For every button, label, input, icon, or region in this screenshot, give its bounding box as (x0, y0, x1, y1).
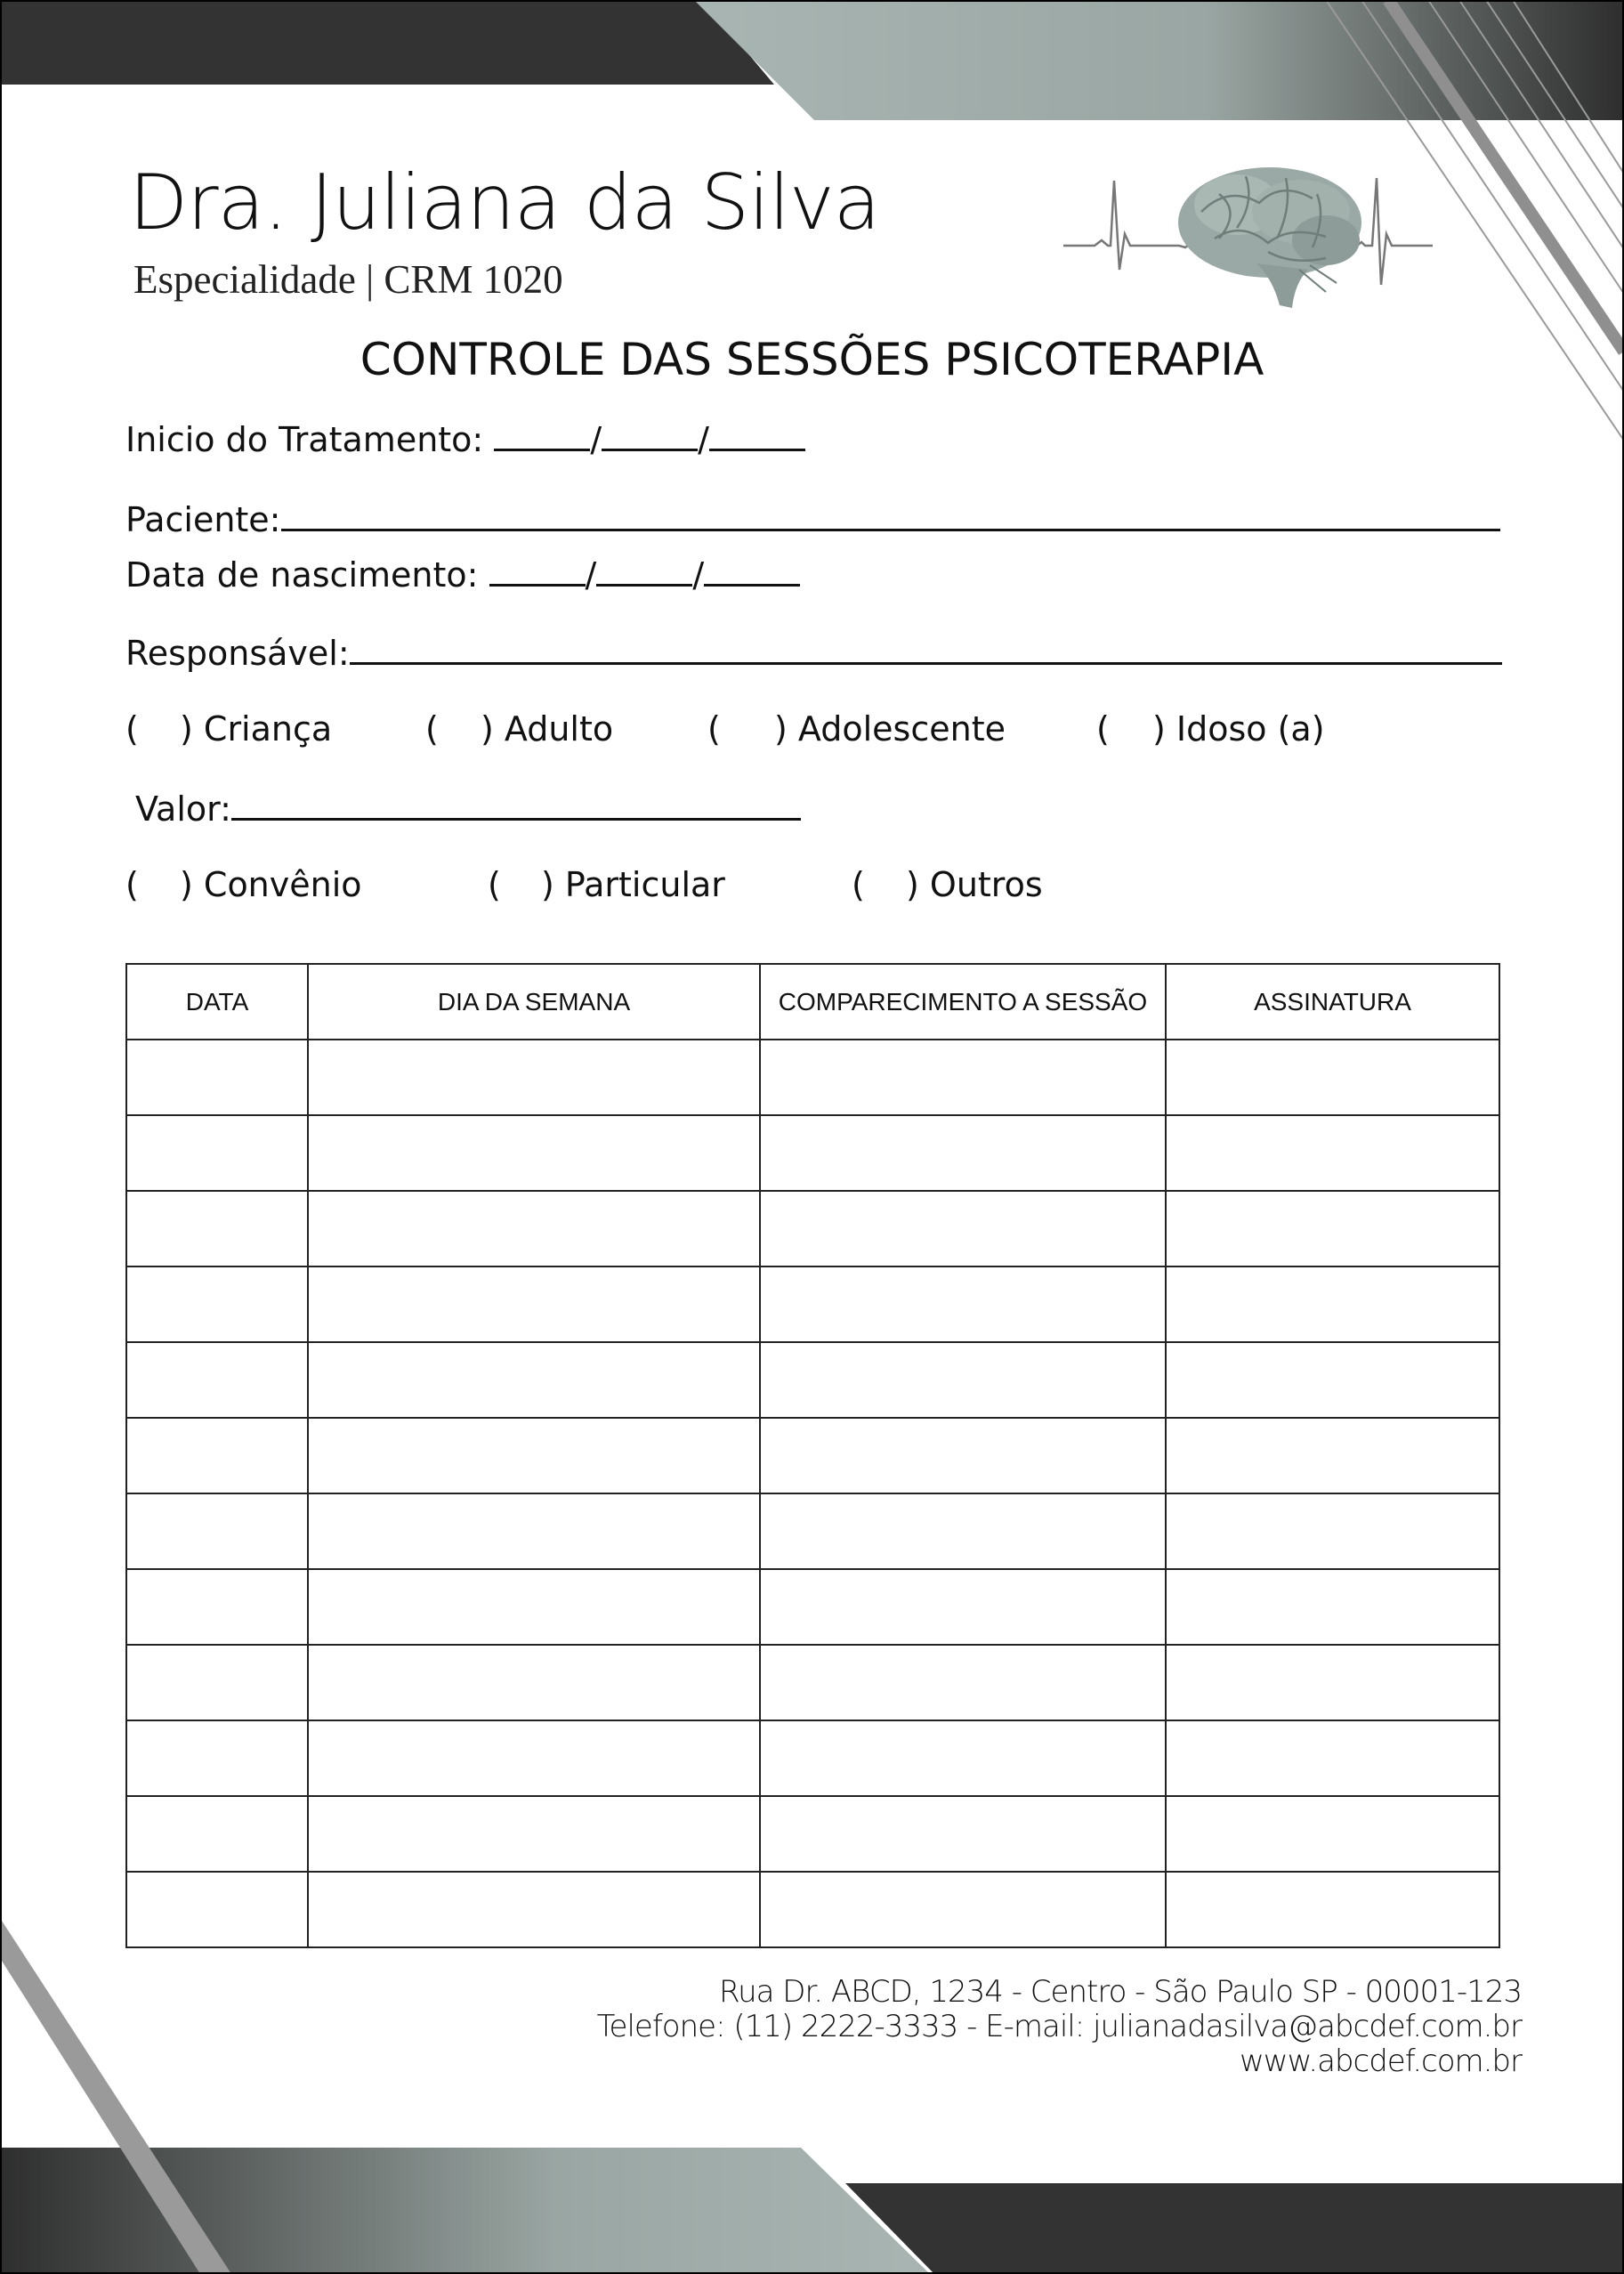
paren-open: ( (125, 709, 139, 749)
responsavel-line[interactable] (350, 632, 1502, 665)
inicio-month-line[interactable] (602, 418, 698, 451)
cell-data[interactable] (126, 1569, 308, 1645)
table-row (126, 1720, 1499, 1796)
top-gradient-band (694, 0, 1624, 120)
cell-comparecimento[interactable] (760, 1872, 1166, 1947)
cell-assinatura[interactable] (1166, 1796, 1499, 1872)
cell-comparecimento[interactable] (760, 1569, 1166, 1645)
cell-assinatura[interactable] (1166, 1115, 1499, 1191)
brain-heartbeat-logo (1059, 158, 1437, 314)
cell-dia-semana[interactable] (308, 1266, 760, 1342)
nascimento-label: Data de nascimento: (125, 555, 479, 595)
table-row (126, 1569, 1499, 1645)
cell-dia-semana[interactable] (308, 1493, 760, 1569)
cell-dia-semana[interactable] (308, 1418, 760, 1493)
footer-address: Rua Dr. ABCD, 1234 - Centro - São Paulo SP - 00001-123 (718, 1974, 1522, 2010)
doctor-name: Dra. Juliana da Silva (129, 158, 880, 247)
cell-dia-semana[interactable] (308, 1342, 760, 1418)
cell-comparecimento[interactable] (760, 1040, 1166, 1115)
cell-data[interactable] (126, 1872, 308, 1947)
table-row (126, 1342, 1499, 1418)
nascimento-month-line[interactable] (596, 554, 692, 587)
cell-assinatura[interactable] (1166, 1040, 1499, 1115)
paciente-label: Paciente: (125, 500, 281, 539)
cell-dia-semana[interactable] (308, 1720, 760, 1796)
cell-data[interactable] (126, 1266, 308, 1342)
cell-comparecimento[interactable] (760, 1342, 1166, 1418)
table-row (126, 1493, 1499, 1569)
date-separator: / (698, 420, 709, 459)
cell-assinatura[interactable] (1166, 1645, 1499, 1720)
cell-assinatura[interactable] (1166, 1493, 1499, 1569)
cell-dia-semana[interactable] (308, 1191, 760, 1266)
responsavel-label: Responsável: (125, 634, 350, 673)
cell-comparecimento[interactable] (760, 1266, 1166, 1342)
doctor-specialty: Especialidade | CRM 1020 (133, 257, 563, 302)
date-separator: / (692, 555, 705, 595)
cell-assinatura[interactable] (1166, 1720, 1499, 1796)
cell-data[interactable] (126, 1342, 308, 1418)
cell-data[interactable] (126, 1645, 308, 1720)
cell-data[interactable] (126, 1796, 308, 1872)
col-header-assinatura: ASSINATURA (1166, 964, 1499, 1040)
inicio-field (125, 418, 805, 459)
paren-open: ( (852, 865, 865, 904)
paren-open: ( (488, 865, 501, 904)
responsavel-field (125, 632, 1502, 673)
cell-assinatura[interactable] (1166, 1872, 1499, 1947)
cell-data[interactable] (126, 1418, 308, 1493)
paciente-line[interactable] (281, 498, 1500, 531)
cell-comparecimento[interactable] (760, 1493, 1166, 1569)
cell-data[interactable] (126, 1040, 308, 1115)
table-row (126, 1191, 1499, 1266)
brain-icon (1178, 167, 1361, 308)
cell-comparecimento[interactable] (760, 1115, 1166, 1191)
table-row (126, 1115, 1499, 1191)
table-header-row (126, 964, 1499, 1040)
table-row (126, 1645, 1499, 1720)
option-convenio[interactable]: ) Convênio (180, 865, 362, 904)
inicio-day-line[interactable] (494, 418, 590, 451)
nascimento-day-line[interactable] (489, 554, 586, 587)
table-row (126, 1418, 1499, 1493)
inicio-year-line[interactable] (709, 418, 805, 451)
option-particular[interactable]: ) Particular (541, 865, 725, 904)
paren-open: ( (707, 709, 721, 749)
sessions-table (125, 963, 1500, 1948)
cell-data[interactable] (126, 1493, 308, 1569)
inicio-label: Inicio do Tratamento: (125, 420, 484, 459)
nascimento-field (125, 554, 800, 595)
bottom-dark-band (845, 2183, 1624, 2274)
option-idoso[interactable]: ) Idoso (a) (1152, 709, 1325, 749)
cell-comparecimento[interactable] (760, 1191, 1166, 1266)
cell-data[interactable] (126, 1115, 308, 1191)
option-crianca[interactable]: ) Criança (180, 709, 333, 749)
table-body (126, 1040, 1499, 1947)
cell-assinatura[interactable] (1166, 1342, 1499, 1418)
date-separator: / (590, 420, 602, 459)
table-row (126, 1796, 1499, 1872)
paren-open: ( (425, 709, 439, 749)
table-row (126, 1872, 1499, 1947)
cell-comparecimento[interactable] (760, 1645, 1166, 1720)
option-adulto[interactable]: ) Adulto (481, 709, 614, 749)
col-header-data: DATA (126, 964, 308, 1040)
table-row (126, 1040, 1499, 1115)
cell-assinatura[interactable] (1166, 1418, 1499, 1493)
cell-assinatura[interactable] (1166, 1191, 1499, 1266)
date-separator: / (585, 555, 597, 595)
cell-data[interactable] (126, 1720, 308, 1796)
nascimento-year-line[interactable] (704, 554, 800, 587)
col-header-dia-semana: DIA DA SEMANA (308, 964, 760, 1040)
cell-assinatura[interactable] (1166, 1266, 1499, 1342)
cell-dia-semana[interactable] (308, 1796, 760, 1872)
paciente-field (125, 498, 1500, 539)
cell-assinatura[interactable] (1166, 1569, 1499, 1645)
valor-label: Valor: (135, 789, 231, 829)
footer-website[interactable]: www.abcdef.com.br (1239, 2043, 1522, 2079)
cell-dia-semana[interactable] (308, 1040, 760, 1115)
cell-dia-semana[interactable] (308, 1872, 760, 1947)
option-adolescente[interactable]: ) Adolescente (774, 709, 1006, 749)
paren-open: ( (125, 865, 139, 904)
top-dark-band (0, 0, 774, 85)
cell-comparecimento[interactable] (760, 1418, 1166, 1493)
option-outros[interactable]: ) Outros (906, 865, 1043, 904)
footer-contact: Telefone: (11) 2222-3333 - E-mail: julianadasilva@abcdef.com.br (596, 2009, 1522, 2044)
table-row (126, 1266, 1499, 1342)
cell-dia-semana[interactable] (308, 1115, 760, 1191)
valor-line[interactable] (231, 788, 801, 821)
cell-dia-semana[interactable] (308, 1569, 760, 1645)
cell-comparecimento[interactable] (760, 1720, 1166, 1796)
cell-dia-semana[interactable] (308, 1645, 760, 1720)
valor-field (135, 788, 801, 829)
form-title: CONTROLE DAS SESSÕES PSICOTERAPIA (360, 334, 1264, 385)
paren-open: ( (1096, 709, 1110, 749)
cell-comparecimento[interactable] (760, 1796, 1166, 1872)
cell-data[interactable] (126, 1191, 308, 1266)
col-header-comparecimento: COMPARECIMENTO A SESSÃO (760, 964, 1166, 1040)
